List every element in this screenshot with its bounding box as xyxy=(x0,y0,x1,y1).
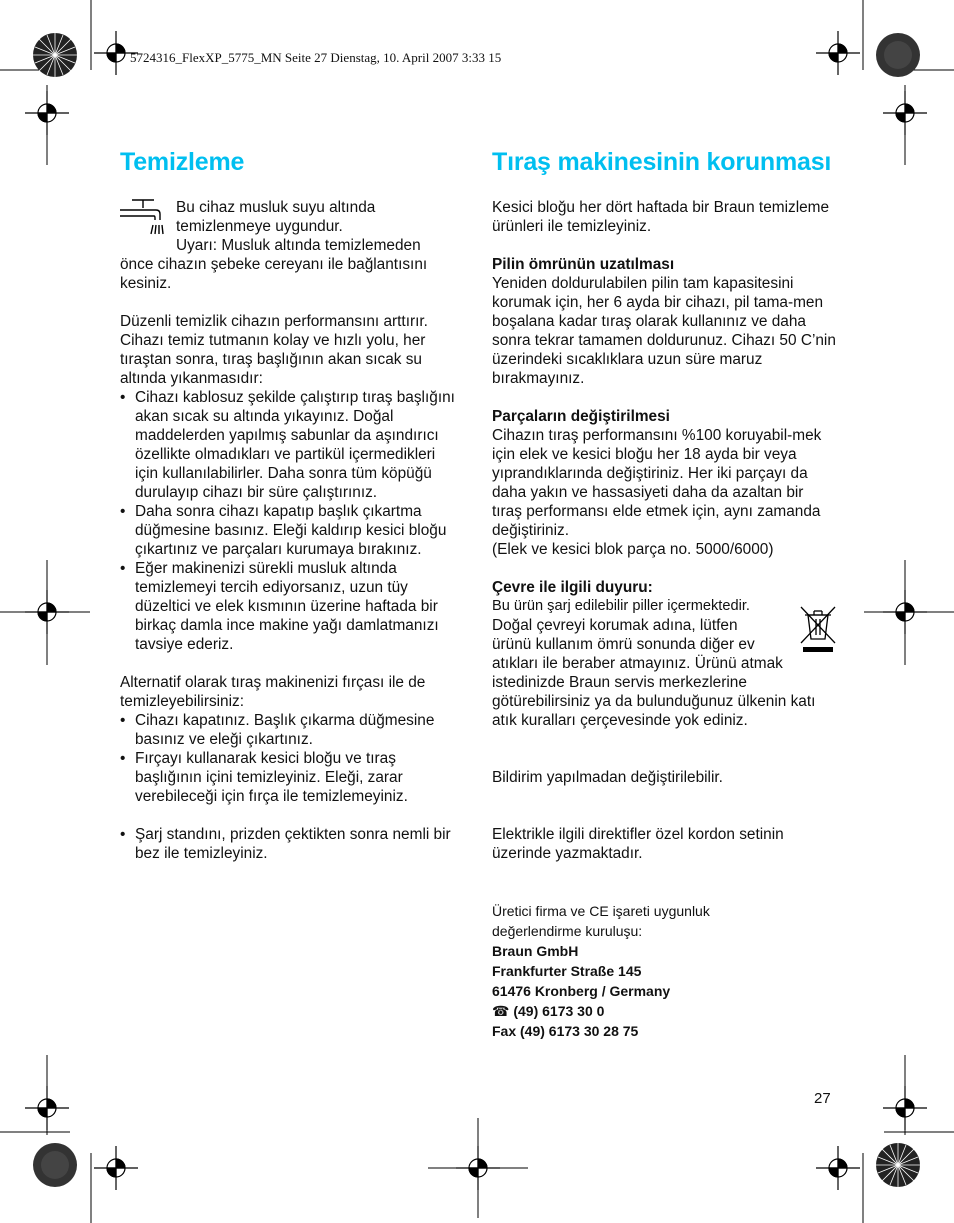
fax-number: (49) 6173 30 28 75 xyxy=(520,1023,639,1039)
parts-text: Cihazın tıraş performansını %100 koruyabil-mek için elek ve kesici bloğu her 18 ayda bir veya yıprandıklarında değiştiriniz. Her iki parçayı da daha yakın ve hassasiyeti daha da azaltan bir tıraş performansı elde etmek için, aynı zamanda değiştiriniz. xyxy=(492,427,822,539)
list-item: • Cihazı kapatınız. Başlık çıkarma düğmesine basınız ve eleği çıkartınız. xyxy=(120,711,462,749)
care-column xyxy=(492,146,837,1041)
phone-number: (49) 6173 30 0 xyxy=(513,1003,605,1019)
crossed-bin-icon xyxy=(799,605,837,653)
registration-wheel-tr xyxy=(876,33,920,77)
manufacturer-block xyxy=(492,901,837,1041)
tap-intro-rest: önce cihazın şebeke cereyanı ile bağlantısını kesiniz. xyxy=(120,256,428,292)
tap-intro xyxy=(120,198,462,293)
registration-wheel-br xyxy=(876,1143,920,1187)
environment-section xyxy=(492,578,837,730)
company-street: Frankfurter Straße 145 xyxy=(492,963,642,979)
faucet-icon xyxy=(120,198,164,240)
parts-note: (Elek ve kesici blok parça no. 5000/6000) xyxy=(492,541,774,558)
parts-heading: Parçaların değiştirilmesi xyxy=(492,408,670,425)
environment-line3: ürünü kullanım ömrü sonunda diğer ev xyxy=(492,636,755,653)
tap-intro-line2: temizlenmeye uygundur. xyxy=(176,218,343,235)
cleaning-title: Temizleme xyxy=(120,148,245,176)
list-item: • Cihazı kablosuz şekilde çalıştırıp tıraş başlığını akan sıcak su altında yıkayınız. Doğal maddelerden yapılmış sabunlar da aşındırıcı özellikte olmadıkları ve partikül içermedikleri için kullanılabilirler. Daha sonra tüm köpüğü durulayıp cihazı bir süre çalıştırınız. xyxy=(120,388,462,502)
cleaning-paragraph-1: Düzenli temizlik cihazın performansını arttırır. Cihazı temiz tutmanın kolay ve hızlı yolu, her tıraştan sonra, tıraş başlığının akan sıcak su altında yıkanmasıdır: xyxy=(120,313,428,387)
company-name: Braun GmbH xyxy=(492,943,579,959)
environment-rest: atıkları ile beraber atmayınız. Ürünü atmak istedinizde Braun servis merkezlerine götürebilirsiniz ya da bulunduğunuz ülkenin katı atık kuralları çerçevesinde yok ediniz. xyxy=(492,655,816,729)
cleaning-list-2 xyxy=(120,711,462,806)
tap-intro-line1: Bu cihaz musluk suyu altında xyxy=(176,199,376,216)
company-city: 61476 Kronberg / Germany xyxy=(492,983,671,999)
tap-intro-line3: Uyarı: Musluk altında temizlemeden xyxy=(176,237,421,254)
list-item: • Fırçayı kullanarak kesici bloğu ve tıraş başlığının içini temizleyiniz. Eleği, zarar verebileceği için fırça ile temizlemeyiniz. xyxy=(120,749,462,806)
registration-wheel-tl xyxy=(33,33,77,77)
registration-wheel-bl xyxy=(33,1143,77,1187)
list-item: • Şarj standını, prizden çektikten sonra nemli bir bez ile temizleyiniz. xyxy=(120,825,462,863)
battery-heading: Pilin ömrünün uzatılması xyxy=(492,256,675,273)
directive-text: Elektrikle ilgili direktifler özel kordon setinin üzerinde yazmaktadır. xyxy=(492,826,784,862)
cleaning-list-3 xyxy=(120,825,462,863)
cleaning-paragraph-2: Alternatif olarak tıraş makinenizi fırçası ile de temizleyebilirsiniz: xyxy=(120,674,426,710)
environment-heading: Çevre ile ilgili duyuru: xyxy=(492,579,653,596)
battery-section xyxy=(492,255,837,388)
manufacturer-line1: Üretici firma ve CE işareti uygunluk xyxy=(492,903,710,919)
care-intro: Kesici bloğu her dört haftada bir Braun temizleme ürünleri ile temizleyiniz. xyxy=(492,199,830,235)
cleaning-column xyxy=(120,146,462,863)
care-title: Tıraş makinesinin korunması xyxy=(492,148,832,176)
telephone-icon: ☎ xyxy=(492,1003,510,1019)
list-item: • Eğer makinenizi sürekli musluk altında temizlemeyi tercih ediyorsanız, uzun tüy düzeltici ve elek kısmının üzerine haftada bir birkaç damla ince makine yağı damlatmanızı tavsiye ederiz. xyxy=(120,559,462,654)
list-item: • Daha sonra cihazı kapatıp başlık çıkartma düğmesine basınız. Eleği kaldırıp kesici bloğu çıkartınız ve parçaları kurumaya bırakınız. xyxy=(120,502,462,559)
battery-text: Yeniden doldurulabilen pilin tam kapasitesini korumak için, her 6 ayda bir cihazı, pil tama-men boşalana kadar tıraş olarak kullanınız ve daha sonra tekrar tamamen doldurunuz. Cihazı 50 C’nin üzerindeki sıcaklıklara uzun süre maruz bırakmayınız. xyxy=(492,275,836,387)
environment-line2: Doğal çevreyi korumak adına, lütfen xyxy=(492,617,738,634)
parts-section xyxy=(492,407,837,559)
fax-label: Fax xyxy=(492,1023,517,1039)
company-phone xyxy=(492,1001,837,1021)
manufacturer-line2: değerlendirme kuruluşu: xyxy=(492,923,643,939)
company-fax xyxy=(492,1021,837,1041)
page-number: 27 xyxy=(814,1090,831,1107)
cleaning-list-1 xyxy=(120,388,462,654)
print-header: 5724316_FlexXP_5775_MN Seite 27 Dienstag, 10. April 2007 3:33 15 xyxy=(130,50,502,65)
notice-text: Bildirim yapılmadan değiştirilebilir. xyxy=(492,769,723,786)
environment-line1: Bu ürün şarj edilebilir piller içermektedir. xyxy=(492,598,750,614)
